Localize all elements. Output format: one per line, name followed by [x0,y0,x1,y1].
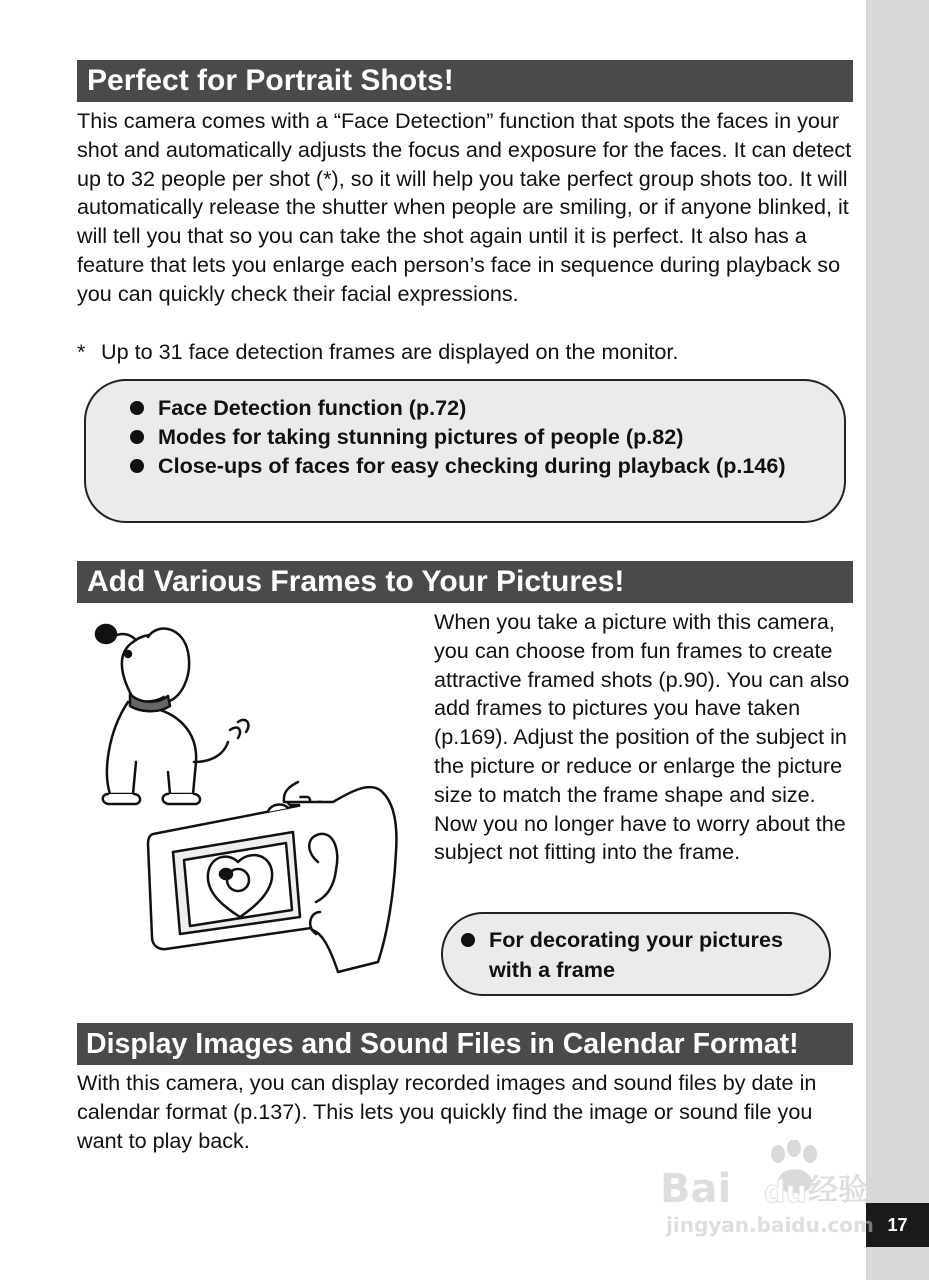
watermark-brand-cn: 经验 [808,1173,868,1208]
frames-reference-list [461,925,815,985]
section-title-calendar: Display Images and Sound Files in Calendar Format! [77,1023,853,1065]
reference-item: Face Detection function (p.72) [130,393,804,422]
portrait-reference-list [130,393,804,480]
portrait-reference-box [84,379,846,523]
bullet-dot [130,430,144,444]
portrait-footnote [77,338,678,367]
footnote-mark: * [77,339,86,364]
watermark-brand-left: Bai [660,1166,732,1212]
watermark-url: jingyan.baidu.com [666,1213,874,1237]
bullet-dot [130,401,144,415]
reference-item: Modes for taking stunning pictures of people (p.82) [130,422,804,451]
dog-and-camera-illustration [88,612,418,984]
bullet-dot [461,933,475,947]
footnote-text: Up to 31 face detection frames are displayed on the monitor. [101,339,679,364]
reference-item: Close-ups of faces for easy checking during playback (p.146) [130,451,804,480]
side-tab-strip [866,0,929,1280]
watermark-brand-right: du [764,1175,807,1210]
frames-body-text: When you take a picture with this camera, you can choose from fun frames to create attractive framed shots (p.90). You can also add frames to pictures you have taken (p.169). Adjust the position of the subject in the picture or reduce or enlarge the picture size to match the frame shape and size. Now you no longer have to worry about the subject not fitting into the frame. [434,609,850,865]
portrait-body-text: This camera comes with a “Face Detection” function that spots the faces in your shot and automatically adjusts the focus and exposure for the faces. It can detect up to 32 people per shot (*), so it will help you take perfect group shots too. It will automatically release the shutter when people are smiling, or if anyone blinked, it will tell you that so you can take the shot again until it is perfect. It also has a feature that lets you enlarge each person’s face in sequence during playback so you can quickly check their facial expressions. [77,108,852,306]
section-title-frames: Add Various Frames to Your Pictures! [77,561,853,603]
reference-item: For decorating your pictures with a frame [461,925,815,985]
section-title-portrait: Perfect for Portrait Shots! [77,60,853,102]
baidu-watermark [660,1140,875,1240]
dog-illustration [96,625,248,804]
bullet-dot [130,459,144,473]
page-number: 17 [866,1203,929,1247]
frames-reference-box [441,912,831,996]
calendar-body-text: With this camera, you can display recorded images and sound files by date in calendar format (p.137). This lets you quickly find the image or sound file you want to play back. [77,1070,817,1153]
